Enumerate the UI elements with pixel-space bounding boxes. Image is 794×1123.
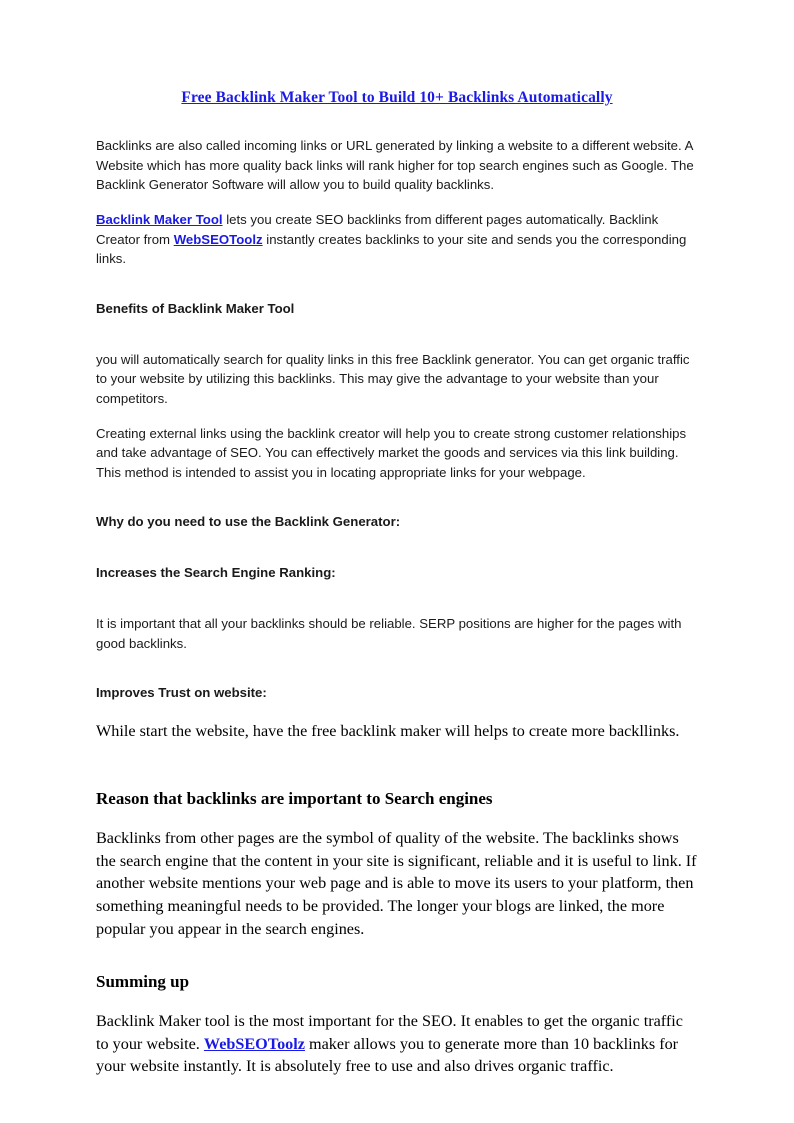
tool-sentence-part-2: instantly creates backlinks to your site and sends you the corresponding links. bbox=[96, 231, 687, 267]
paragraph-improves-trust: While start the website, have the free backlink maker will helps to create more backllinks. bbox=[96, 722, 680, 741]
summing-part-1: Backlink Maker tool is the most important for the SEO. It enables to get the organic traffic to your website. bbox=[96, 1012, 683, 1053]
summing-part-2: maker allows you to generate more than 10 backlinks for your website instantly. It is absolutely free to use and also drives organic traffic. bbox=[96, 1034, 679, 1076]
heading-benefits: Benefits of Backlink Maker Tool bbox=[96, 300, 295, 316]
spacer bbox=[96, 759, 698, 787]
paragraph-benefits-1: you will automatically search for quality links in this free Backlink generator. You can get organic traffic to your website by utilizing this backlinks. This may give the advantage to your website than your competitors. bbox=[96, 351, 690, 406]
heading-reason-backlinks-important: Reason that backlinks are important to Search engines bbox=[96, 789, 493, 809]
page-title: Free Backlink Maker Tool to Build 10+ Backlinks Automatically bbox=[181, 89, 613, 106]
heading-improves-trust: Improves Trust on website: bbox=[96, 685, 267, 701]
paragraph-benefits-2: Creating external links using the backlink creator will help you to create strong customer relationships and take advantage of SEO. You can effectively market the goods and services via this link building. This method is intended to assist you in locating appropriate links for your webpage. bbox=[96, 425, 687, 480]
spacer bbox=[96, 600, 698, 614]
paragraph-tool-description bbox=[96, 210, 698, 268]
link-backlink-maker-tool[interactable]: Backlink Maker Tool bbox=[96, 212, 223, 228]
link-webseotoolz[interactable]: WebSEOToolz bbox=[173, 231, 263, 247]
tool-sentence-part-1: lets you create SEO backlinks from different pages automatically. Backlink Creator from bbox=[96, 212, 659, 247]
link-webseotoolz-summing[interactable]: WebSEOToolz bbox=[203, 1034, 305, 1053]
paragraph-increases-ranking: It is important that all your backlinks should be reliable. SERP positions are higher for the pages with good backlinks. bbox=[96, 616, 682, 651]
spacer bbox=[96, 669, 698, 683]
spacer bbox=[96, 498, 698, 512]
paragraph-intro: Backlinks are also called incoming links or URL generated by linking a website to a different website. A Website which has more quality back links will rank higher for top search engines such as Google. The Backlink Generator Software will allow you to build quality backlinks. bbox=[96, 138, 694, 192]
spacer bbox=[96, 549, 698, 563]
heading-summing-up: Summing up bbox=[96, 972, 190, 992]
paragraph-summing-up bbox=[96, 1010, 698, 1078]
spacer bbox=[96, 956, 698, 970]
spacer bbox=[96, 336, 698, 350]
heading-increases-ranking: Increases the Search Engine Ranking: bbox=[96, 565, 336, 581]
spacer bbox=[96, 285, 698, 299]
paragraph-reason-backlinks: Backlinks from other pages are the symbol of quality of the website. The backlinks shows the search engine that the content in your site is significant, reliable and it is useful to link. If another website mentions your web page and is able to move its users to your platform, then something meaningful needs to be provided. The longer your blogs are linked, the more popular you appear in the search engines. bbox=[96, 828, 697, 938]
heading-why-use-generator: Why do you need to use the Backlink Generator: bbox=[96, 514, 401, 530]
